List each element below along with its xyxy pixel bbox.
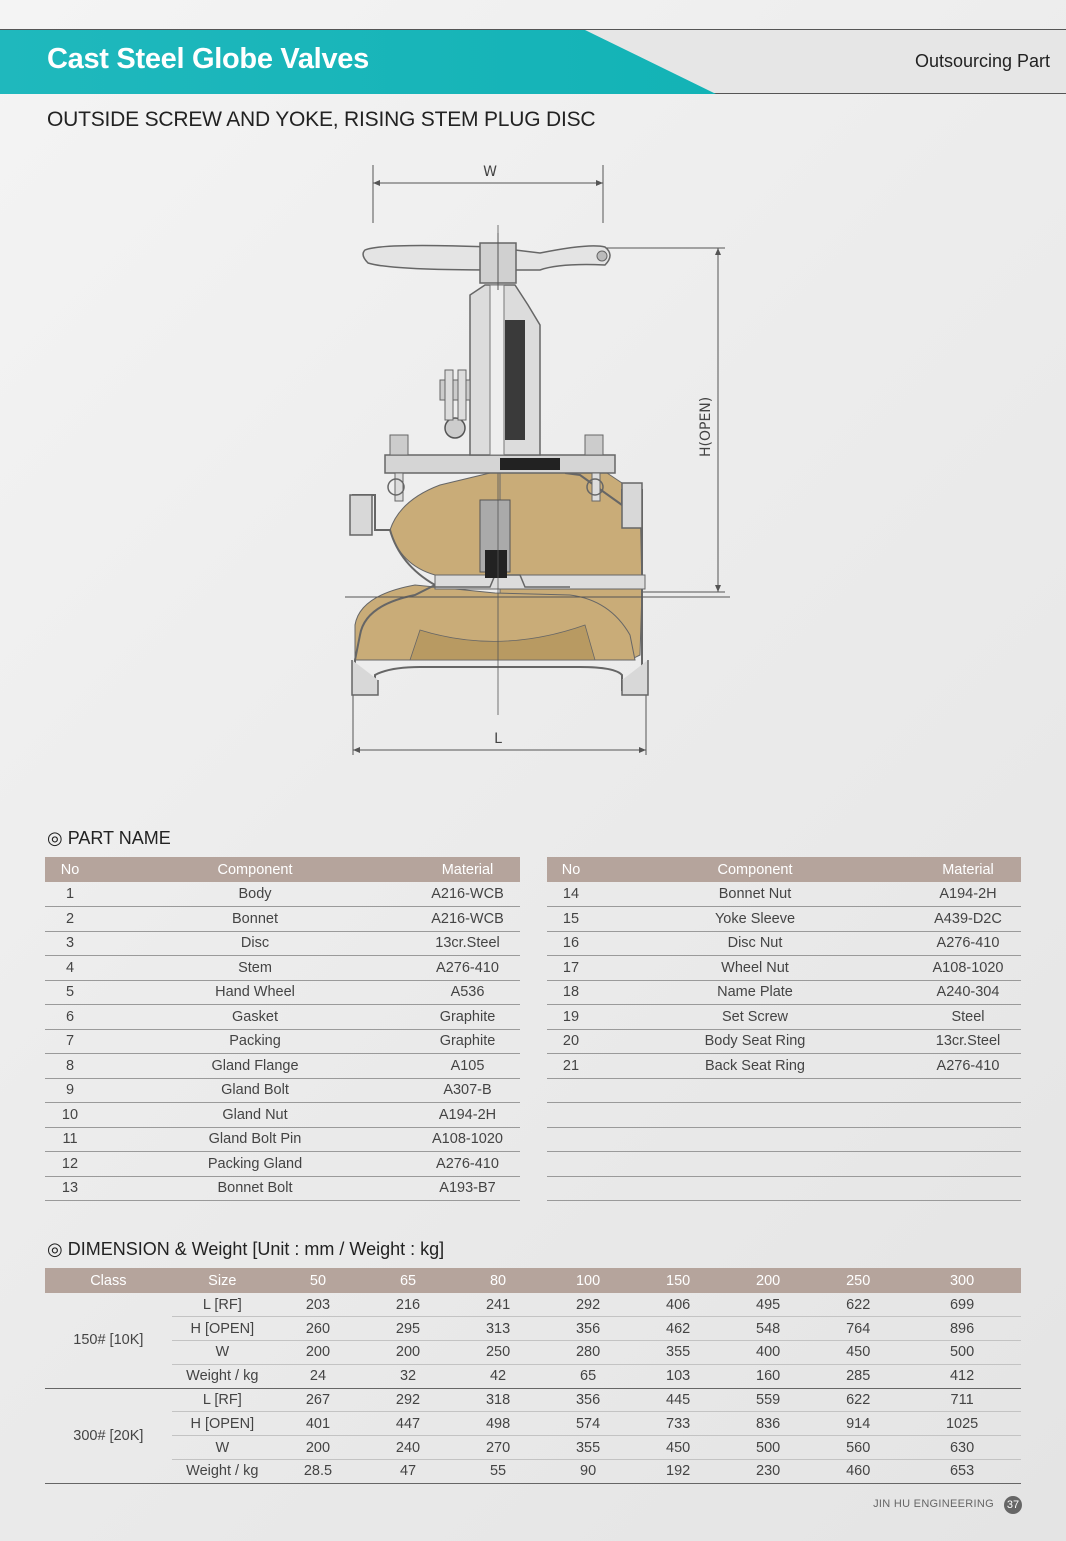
dims-header-cell: 65 [363,1268,453,1293]
part-no [547,1103,595,1128]
table-row [45,1152,520,1177]
dim-row-label: H [OPEN] [172,1317,273,1341]
dims-header-cell: 100 [543,1268,633,1293]
table-row [45,980,520,1005]
col-header-component: Component [595,857,915,882]
dim-value: 203 [273,1293,363,1317]
dim-value: 200 [273,1341,363,1365]
dim-value: 355 [633,1341,723,1365]
l-label: L [494,731,502,747]
dim-value: 406 [633,1293,723,1317]
dim-value: 90 [543,1460,633,1484]
dim-value: 241 [453,1293,543,1317]
part-no: 20 [547,1029,595,1054]
part-component: Disc Nut [595,931,915,956]
part-component: Set Screw [595,1005,915,1030]
page-subtitle: OUTSIDE SCREW AND YOKE, RISING STEM PLUG DISC [47,108,596,131]
part-component: Packing [95,1029,415,1054]
part-no: 8 [45,1054,95,1079]
part-material: A536 [415,980,520,1005]
part-material: 13cr.Steel [415,931,520,956]
part-material: A216-WCB [415,907,520,932]
w-label: W [483,164,497,180]
table-row [45,956,520,981]
dim-row-label: W [172,1341,273,1365]
part-material: A307-B [415,1078,520,1103]
dims-header-cell: 250 [813,1268,903,1293]
col-header-no: No [547,857,595,882]
part-component: Gland Bolt Pin [95,1127,415,1152]
dim-value: 548 [723,1317,813,1341]
part-material: A276-410 [415,956,520,981]
table-row [45,882,520,907]
dim-value: 65 [543,1364,633,1388]
dim-row-label: H [OPEN] [172,1412,273,1436]
part-material: A194-2H [915,882,1021,907]
part-component [595,1103,915,1128]
dim-value: 733 [633,1412,723,1436]
table-row [45,1005,520,1030]
table-row [45,1103,520,1128]
dim-value: 216 [363,1293,453,1317]
part-material: Graphite [415,1005,520,1030]
part-no: 13 [45,1176,95,1201]
table-row [45,1176,520,1201]
table-row [45,1388,1021,1412]
part-component [595,1127,915,1152]
table-row [45,1436,1021,1460]
part-material: A216-WCB [415,882,520,907]
part-no: 19 [547,1005,595,1030]
dim-value: 460 [813,1460,903,1484]
dim-value: 500 [723,1436,813,1460]
part-component: Back Seat Ring [595,1054,915,1079]
dim-value: 267 [273,1388,363,1412]
part-material: A276-410 [915,1054,1021,1079]
dim-value: 192 [633,1460,723,1484]
dim-value: 250 [453,1341,543,1365]
page-number: 37 [1004,1496,1022,1514]
dim-value: 896 [903,1317,1021,1341]
part-material: A194-2H [415,1103,520,1128]
dims-header-cell: Size [172,1268,273,1293]
dim-value: 1025 [903,1412,1021,1436]
table-row [45,1412,1021,1436]
part-no [547,1127,595,1152]
col-header-no: No [45,857,95,882]
table-row [547,1054,1021,1079]
table-row [45,1054,520,1079]
dim-value: 764 [813,1317,903,1341]
dim-value: 47 [363,1460,453,1484]
dim-value: 462 [633,1317,723,1341]
dim-value: 355 [543,1436,633,1460]
part-no: 10 [45,1103,95,1128]
table-row [547,1103,1021,1128]
part-component [595,1078,915,1103]
part-no: 16 [547,931,595,956]
part-no [547,1152,595,1177]
table-row [547,1078,1021,1103]
dim-value: 500 [903,1341,1021,1365]
part-material: Steel [915,1005,1021,1030]
dim-value: 498 [453,1412,543,1436]
dims-header-cell: 50 [273,1268,363,1293]
dim-row-label: L [RF] [172,1293,273,1317]
dim-value: 280 [543,1341,633,1365]
dims-header-cell: 80 [453,1268,543,1293]
part-material: A276-410 [915,931,1021,956]
part-no: 5 [45,980,95,1005]
part-no: 6 [45,1005,95,1030]
part-no: 1 [45,882,95,907]
part-component: Gasket [95,1005,415,1030]
part-no: 12 [45,1152,95,1177]
dim-value: 699 [903,1293,1021,1317]
dim-row-label: W [172,1436,273,1460]
part-component: Yoke Sleeve [595,907,915,932]
part-material [915,1103,1021,1128]
dim-value: 622 [813,1388,903,1412]
dim-value: 160 [723,1364,813,1388]
part-component: Bonnet Nut [595,882,915,907]
section-label: Outsourcing Part [914,51,1050,71]
dim-value: 356 [543,1317,633,1341]
dims-header-cell: 200 [723,1268,813,1293]
dim-value: 447 [363,1412,453,1436]
parts-table-right [547,857,1021,1201]
table-row [45,1364,1021,1388]
dim-value: 260 [273,1317,363,1341]
valve-diagram [330,155,750,775]
dim-value: 559 [723,1388,813,1412]
part-no: 15 [547,907,595,932]
part-no [547,1176,595,1201]
table-row [547,956,1021,981]
dim-value: 450 [633,1436,723,1460]
table-row [547,1127,1021,1152]
part-material: A108-1020 [415,1127,520,1152]
dim-value: 400 [723,1341,813,1365]
part-material [915,1176,1021,1201]
table-row [45,1029,520,1054]
part-material [915,1152,1021,1177]
dim-value: 445 [633,1388,723,1412]
part-no: 7 [45,1029,95,1054]
table-row [547,1029,1021,1054]
part-component: Gland Flange [95,1054,415,1079]
dim-value: 200 [273,1436,363,1460]
part-component: Hand Wheel [95,980,415,1005]
dim-value: 292 [543,1293,633,1317]
dim-value: 318 [453,1388,543,1412]
part-material: Graphite [415,1029,520,1054]
table-row [45,1127,520,1152]
dim-row-label: Weight / kg [172,1364,273,1388]
table-row [547,1152,1021,1177]
part-no: 4 [45,956,95,981]
part-no: 14 [547,882,595,907]
part-no: 21 [547,1054,595,1079]
dim-value: 270 [453,1436,543,1460]
dim-value: 560 [813,1436,903,1460]
part-component: Body Seat Ring [595,1029,915,1054]
class-cell: 150# [10K] [45,1293,172,1388]
part-no: 3 [45,931,95,956]
part-component: Gland Nut [95,1103,415,1128]
dim-value: 574 [543,1412,633,1436]
table-row [547,931,1021,956]
table-row [45,1293,1021,1317]
part-material: A439-D2C [915,907,1021,932]
table-row [547,1005,1021,1030]
col-header-material: Material [415,857,520,882]
table-row [547,907,1021,932]
table-row [547,980,1021,1005]
dim-value: 103 [633,1364,723,1388]
dims-header-cell: Class [45,1268,172,1293]
table-row [45,931,520,956]
dim-value: 356 [543,1388,633,1412]
page-title: Cast Steel Globe Valves [47,43,369,75]
part-material: A108-1020 [915,956,1021,981]
dim-value: 450 [813,1341,903,1365]
dim-value: 836 [723,1412,813,1436]
table-row [547,1176,1021,1201]
class-cell: 300# [20K] [45,1388,172,1483]
table-row [45,1341,1021,1365]
part-material: 13cr.Steel [915,1029,1021,1054]
part-material [915,1078,1021,1103]
part-material: A276-410 [415,1152,520,1177]
part-no: 17 [547,956,595,981]
table-row [45,1317,1021,1341]
part-no: 18 [547,980,595,1005]
table-row [45,1078,520,1103]
col-header-material: Material [915,857,1021,882]
dim-value: 292 [363,1388,453,1412]
table-row [547,882,1021,907]
dim-value: 711 [903,1388,1021,1412]
part-component: Name Plate [595,980,915,1005]
dim-value: 285 [813,1364,903,1388]
dim-value: 230 [723,1460,813,1484]
dim-value: 914 [813,1412,903,1436]
dim-value: 28.5 [273,1460,363,1484]
part-no [547,1078,595,1103]
dim-value: 240 [363,1436,453,1460]
dim-row-label: L [RF] [172,1388,273,1412]
footer-company: JIN HU ENGINEERING [873,1498,994,1510]
part-component [595,1152,915,1177]
part-no: 11 [45,1127,95,1152]
part-material [915,1127,1021,1152]
dim-value: 495 [723,1293,813,1317]
part-component: Body [95,882,415,907]
dim-value: 653 [903,1460,1021,1484]
dim-value: 622 [813,1293,903,1317]
part-material: A105 [415,1054,520,1079]
part-component: Gland Bolt [95,1078,415,1103]
dim-value: 55 [453,1460,543,1484]
dim-value: 313 [453,1317,543,1341]
part-name-title: ◎ PART NAME [47,828,171,848]
dims-header-cell: 300 [903,1268,1021,1293]
dim-value: 42 [453,1364,543,1388]
table-row [45,907,520,932]
dim-value: 630 [903,1436,1021,1460]
table-row [45,1460,1021,1484]
part-no: 9 [45,1078,95,1103]
part-component: Bonnet [95,907,415,932]
part-no: 2 [45,907,95,932]
dimension-table [45,1268,1021,1484]
dim-value: 200 [363,1341,453,1365]
part-component: Stem [95,956,415,981]
h-label: H(OPEN) [698,396,714,457]
part-component: Bonnet Bolt [95,1176,415,1201]
part-component: Packing Gland [95,1152,415,1177]
parts-table-left [45,857,520,1201]
dim-row-label: Weight / kg [172,1460,273,1484]
part-component: Disc [95,931,415,956]
part-material: A240-304 [915,980,1021,1005]
part-component [595,1176,915,1201]
dim-value: 295 [363,1317,453,1341]
dimension-title: ◎ DIMENSION & Weight [Unit : mm / Weight : kg] [47,1239,445,1259]
dims-header-cell: 150 [633,1268,723,1293]
dim-value: 412 [903,1364,1021,1388]
dim-value: 401 [273,1412,363,1436]
dim-value: 32 [363,1364,453,1388]
dim-value: 24 [273,1364,363,1388]
part-material: A193-B7 [415,1176,520,1201]
col-header-component: Component [95,857,415,882]
part-component: Wheel Nut [595,956,915,981]
